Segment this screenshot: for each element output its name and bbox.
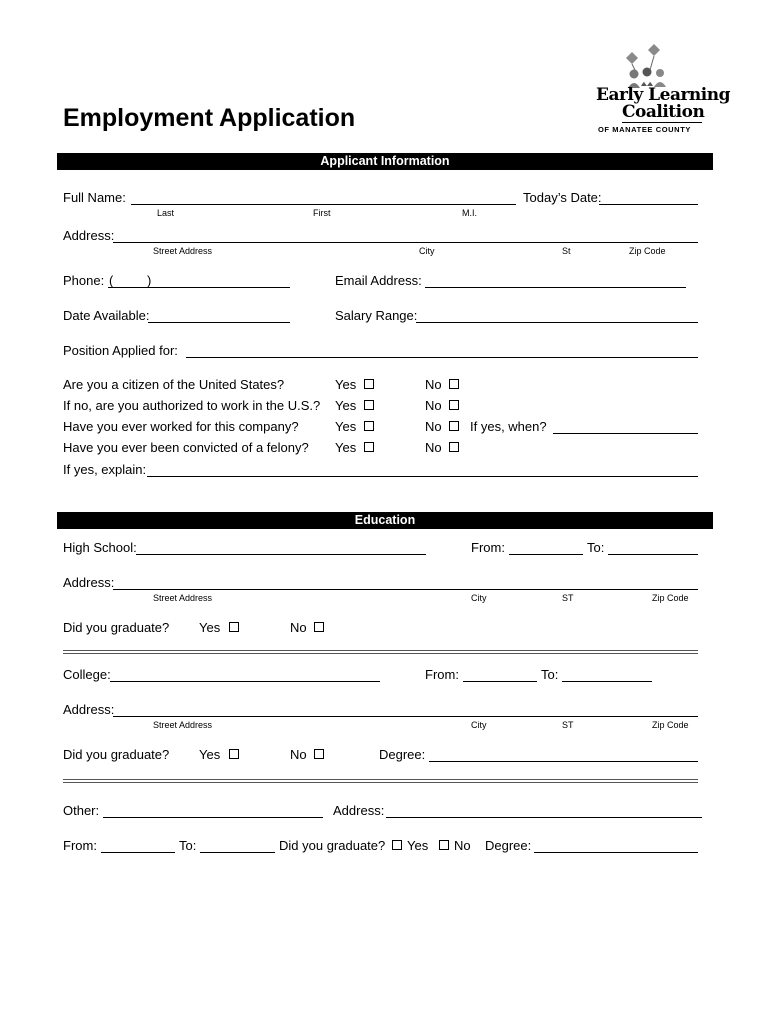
street-address-caption: Street Address	[153, 246, 213, 256]
other-degree-label: Degree:	[485, 838, 532, 853]
citizen-no-label: No	[425, 377, 442, 392]
question-worked-before: Have you ever worked for this company?	[63, 419, 299, 434]
date-available-field[interactable]	[148, 322, 290, 323]
other-graduate-label: Did you graduate?	[279, 838, 386, 853]
todays-date-field[interactable]	[599, 204, 698, 205]
felony-yes-label: Yes	[335, 440, 357, 455]
other-graduate-no-label: No	[454, 838, 471, 853]
college-label: College:	[63, 667, 111, 682]
college-zip-caption: Zip Code	[652, 720, 689, 730]
explain-field[interactable]	[147, 476, 698, 477]
position-field[interactable]	[186, 357, 698, 358]
page-title: Employment Application	[63, 104, 356, 132]
address-field[interactable]	[113, 242, 698, 243]
last-name-caption: Last	[157, 208, 175, 218]
worked-when-field[interactable]	[553, 433, 698, 434]
hs-city-caption: City	[471, 593, 487, 603]
question-felony: Have you ever been convicted of a felony?	[63, 440, 309, 455]
state-caption: St	[562, 246, 571, 256]
other-from-field[interactable]	[101, 852, 175, 853]
college-graduate-yes-checkbox[interactable]	[229, 749, 239, 759]
hs-graduate-no-checkbox[interactable]	[314, 622, 324, 632]
middle-initial-caption: M.I.	[462, 208, 477, 218]
college-graduate-label: Did you graduate?	[63, 747, 170, 762]
worked-no-checkbox[interactable]	[449, 421, 459, 431]
college-state-caption: ST	[562, 720, 574, 730]
college-degree-field[interactable]	[429, 761, 698, 762]
section-divider	[63, 650, 698, 654]
zip-code-caption: Zip Code	[629, 246, 666, 256]
question-authorized: If no, are you authorized to work in the U.S.?	[63, 398, 321, 413]
other-graduate-no-checkbox[interactable]	[439, 840, 449, 850]
other-graduate-yes-checkbox[interactable]	[392, 840, 402, 850]
citizen-no-checkbox[interactable]	[449, 379, 459, 389]
hs-graduate-yes-checkbox[interactable]	[229, 622, 239, 632]
email-label: Email Address:	[335, 273, 422, 288]
college-from-label: From:	[425, 667, 459, 682]
city-caption: City	[419, 246, 435, 256]
high-school-label: High School:	[63, 540, 137, 555]
high-school-field[interactable]	[136, 554, 426, 555]
authorized-no-checkbox[interactable]	[449, 400, 459, 410]
education-header: Education	[57, 512, 713, 529]
question-citizen: Are you a citizen of the United States?	[63, 377, 285, 392]
college-field[interactable]	[110, 681, 380, 682]
salary-range-label: Salary Range:	[335, 308, 418, 323]
early-learning-coalition-logo	[592, 42, 730, 138]
college-to-label: To:	[541, 667, 559, 682]
position-label: Position Applied for:	[63, 343, 178, 358]
full-name-label: Full Name:	[63, 190, 126, 205]
college-graduate-no-label: No	[290, 747, 307, 762]
phone-label: Phone:	[63, 273, 105, 288]
college-degree-label: Degree:	[379, 747, 426, 762]
worked-no-label: No	[425, 419, 442, 434]
felony-no-label: No	[425, 440, 442, 455]
hs-graduate-yes-label: Yes	[199, 620, 221, 635]
authorized-no-label: No	[425, 398, 442, 413]
hs-to-label: To:	[587, 540, 605, 555]
first-name-caption: First	[313, 208, 331, 218]
college-graduate-no-checkbox[interactable]	[314, 749, 324, 759]
other-address-label: Address:	[333, 803, 385, 818]
other-field[interactable]	[103, 817, 323, 818]
other-from-label: From:	[63, 838, 97, 853]
email-field[interactable]	[425, 287, 686, 288]
felony-no-checkbox[interactable]	[449, 442, 459, 452]
hs-from-field[interactable]	[509, 554, 583, 555]
other-label: Other:	[63, 803, 100, 818]
college-city-caption: City	[471, 720, 487, 730]
if-yes-when-label: If yes, when?	[470, 419, 547, 434]
hs-from-label: From:	[471, 540, 505, 555]
worked-yes-checkbox[interactable]	[364, 421, 374, 431]
phone-field[interactable]	[108, 287, 290, 288]
college-graduate-yes-label: Yes	[199, 747, 221, 762]
logo-line1: Early Learning	[596, 85, 730, 105]
logo-line2: Coalition	[622, 102, 705, 122]
hs-address-label: Address:	[63, 575, 115, 590]
felony-yes-checkbox[interactable]	[364, 442, 374, 452]
logo-line3: OF MANATEE COUNTY	[598, 125, 691, 134]
phone-area-close: )	[147, 273, 152, 288]
full-name-field[interactable]	[131, 204, 516, 205]
other-to-field[interactable]	[200, 852, 275, 853]
other-degree-field[interactable]	[534, 852, 698, 853]
citizen-yes-checkbox[interactable]	[364, 379, 374, 389]
hs-graduate-no-label: No	[290, 620, 307, 635]
authorized-yes-checkbox[interactable]	[364, 400, 374, 410]
address-label: Address:	[63, 228, 115, 243]
phone-area-open: (	[109, 273, 114, 288]
other-graduate-yes-label: Yes	[407, 838, 429, 853]
explain-label: If yes, explain:	[63, 462, 147, 477]
applicant-information-header: Applicant Information	[57, 153, 713, 170]
worked-yes-label: Yes	[335, 419, 357, 434]
hs-graduate-label: Did you graduate?	[63, 620, 170, 635]
citizen-yes-label: Yes	[335, 377, 357, 392]
logo-underline	[622, 122, 702, 123]
hs-address-field[interactable]	[113, 589, 698, 590]
college-address-field[interactable]	[113, 716, 698, 717]
other-to-label: To:	[179, 838, 197, 853]
college-address-label: Address:	[63, 702, 115, 717]
college-to-field[interactable]	[562, 681, 652, 682]
hs-state-caption: ST	[562, 593, 574, 603]
salary-range-field[interactable]	[416, 322, 698, 323]
section-divider-2	[63, 779, 698, 783]
hs-zip-caption: Zip Code	[652, 593, 689, 603]
hs-to-field[interactable]	[608, 554, 698, 555]
date-available-label: Date Available:	[63, 308, 150, 323]
college-from-field[interactable]	[463, 681, 537, 682]
authorized-yes-label: Yes	[335, 398, 357, 413]
other-address-field[interactable]	[386, 817, 702, 818]
college-street-caption: Street Address	[153, 720, 213, 730]
todays-date-label: Today’s Date:	[523, 190, 602, 205]
hs-street-caption: Street Address	[153, 593, 213, 603]
